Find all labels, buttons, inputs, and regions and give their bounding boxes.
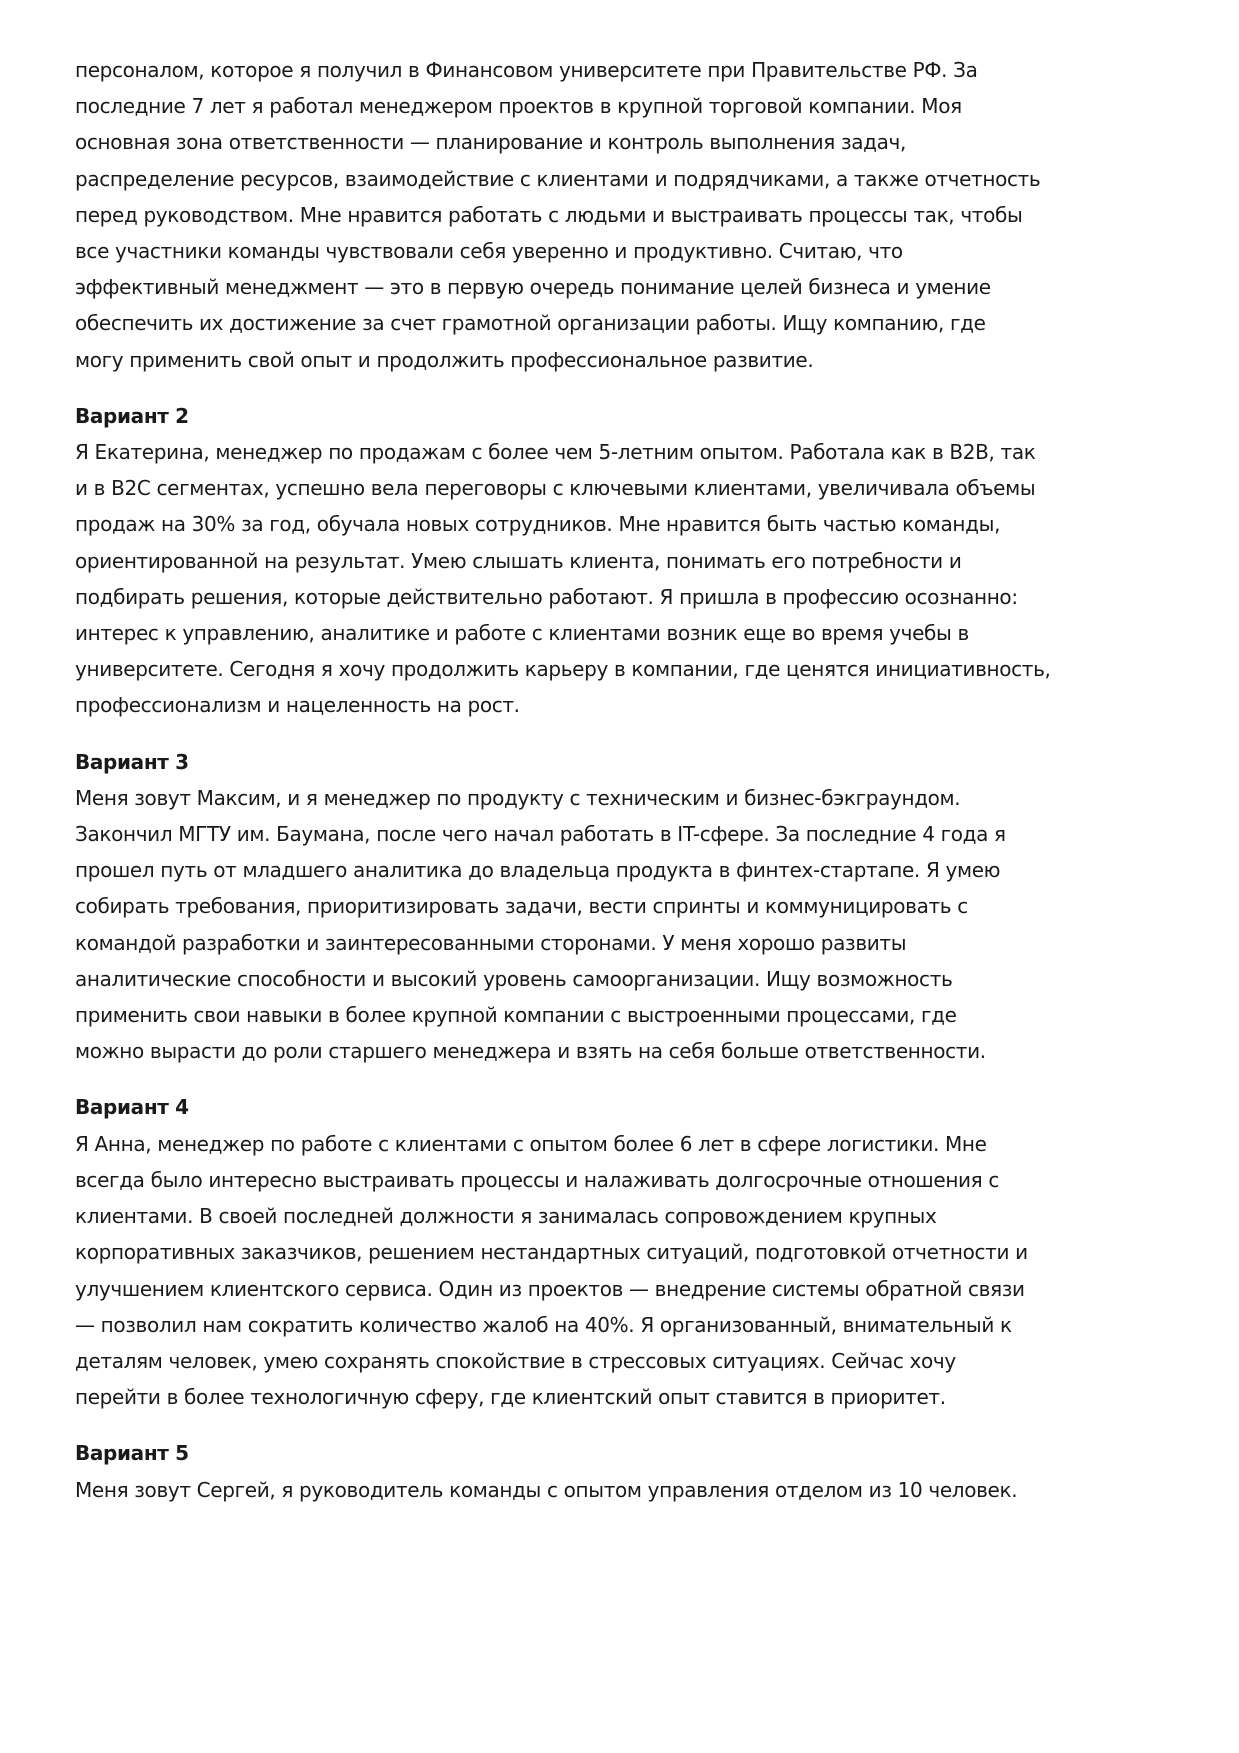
text-line: улучшением клиентского сервиса. Один из проектов — внедрение системы обратной связи <box>75 1276 1025 1301</box>
text-line: перед руководством. Мне нравится работать с людьми и выстраивать процессы так, чтобы <box>75 202 1023 227</box>
variant-4-paragraph <box>75 1126 1075 1416</box>
text-line: интерес к управлению, аналитике и работе с клиентами возник еще во время учебы в <box>75 621 969 646</box>
text-line: — позволил нам сократить количество жалоб на 40%. Я организованный, внимательный к <box>75 1312 1012 1337</box>
variant-4-title: Вариант 4 <box>75 1095 189 1120</box>
text-line: могу применить свой опыт и продолжить профессиональное развитие. <box>75 347 814 372</box>
text-line: аналитические способности и высокий уровень самоорганизации. Ищу возможность <box>75 966 953 991</box>
text-line: Я Анна, менеджер по работе с клиентами с опытом более 6 лет в сфере логистики. Мне <box>75 1131 987 1156</box>
text-line: собирать требования, приоритизировать задачи, вести спринты и коммуницировать с <box>75 894 968 919</box>
text-line: подбирать решения, которые действительно работают. Я пришла в профессию осознанно: <box>75 584 1018 609</box>
text-line: прошел путь от младшего аналитика до владельца продукта в финтех-стартапе. Я умею <box>75 858 1001 883</box>
variant-2-title: Вариант 2 <box>75 403 189 428</box>
text-line: обеспечить их достижение за счет грамотной организации работы. Ищу компанию, где <box>75 311 986 336</box>
variant-5-section <box>75 1435 1075 1507</box>
text-line: всегда было интересно выстраивать процессы и налаживать долгосрочные отношения с <box>75 1167 1000 1192</box>
text-line: университете. Сегодня я хочу продолжить карьеру в компании, где ценятся инициативность, <box>75 657 1051 682</box>
variant-5-paragraph <box>75 1472 1075 1508</box>
text-line: персоналом, которое я получил в Финансовом университете при Правительстве РФ. За <box>75 58 978 82</box>
variant-3-section <box>75 744 1075 1070</box>
text-line: деталям человек, умею сохранять спокойствие в стрессовых ситуациях. Сейчас хочу <box>75 1348 956 1373</box>
text-line: основная зона ответственности — планирование и контроль выполнения задач, <box>75 130 907 155</box>
text-line: профессионализм и нацеленность на рост. <box>75 693 520 718</box>
text-line: командой разработки и заинтересованными сторонами. У меня хорошо развиты <box>75 930 907 955</box>
variant-2-section <box>75 398 1075 724</box>
text-line: применить свои навыки в более крупной компании с выстроенными процессами, где <box>75 1003 957 1028</box>
text-line: можно вырасти до роли старшего менеджера и взять на себя больше ответственности. <box>75 1039 986 1064</box>
text-line: последние 7 лет я работал менеджером проектов в крупной торговой компании. Моя <box>75 94 962 119</box>
variant-4-section <box>75 1089 1075 1415</box>
text-line: продаж на 30% за год, обучала новых сотрудников. Мне нравится быть частью команды, <box>75 512 1001 537</box>
text-line: распределение ресурсов, взаимодействие с клиентами и подрядчиками, а также отчетность <box>75 166 1041 191</box>
text-line: все участники команды чувствовали себя уверенно и продуктивно. Считаю, что <box>75 239 903 264</box>
document-page <box>75 52 1075 1508</box>
variant-2-paragraph <box>75 434 1075 724</box>
text-line: Закончил МГТУ им. Баумана, после чего начал работать в IT-сфере. За последние 4 года я <box>75 822 1006 847</box>
variant-3-title: Вариант 3 <box>75 749 189 774</box>
intro-paragraph <box>75 52 1075 378</box>
variant-3-paragraph <box>75 780 1075 1070</box>
text-line: эффективный менеджмент — это в первую очередь понимание целей бизнеса и умение <box>75 275 991 300</box>
text-line: и в B2C сегментах, успешно вела переговоры с ключевыми клиентами, увеличивала объемы <box>75 476 1036 501</box>
text-line: клиентами. В своей последней должности я занималась сопровождением крупных <box>75 1204 937 1229</box>
text-line: корпоративных заказчиков, решением нестандартных ситуаций, подготовкой отчетности и <box>75 1240 1028 1265</box>
text-line: Я Екатерина, менеджер по продажам с более чем 5-летним опытом. Работала как в B2B, так <box>75 440 1036 465</box>
variant-5-title: Вариант 5 <box>75 1441 189 1466</box>
text-line: ориентированной на результат. Умею слышать клиента, понимать его потребности и <box>75 548 962 573</box>
text-line: Меня зовут Сергей, я руководитель команды с опытом управления отделом из 10 человек. <box>75 1477 1018 1502</box>
text-line: Меня зовут Максим, и я менеджер по продукту с техническим и бизнес-бэкграундом. <box>75 785 961 810</box>
text-line: перейти в более технологичную сферу, где клиентский опыт ставится в приоритет. <box>75 1385 946 1410</box>
